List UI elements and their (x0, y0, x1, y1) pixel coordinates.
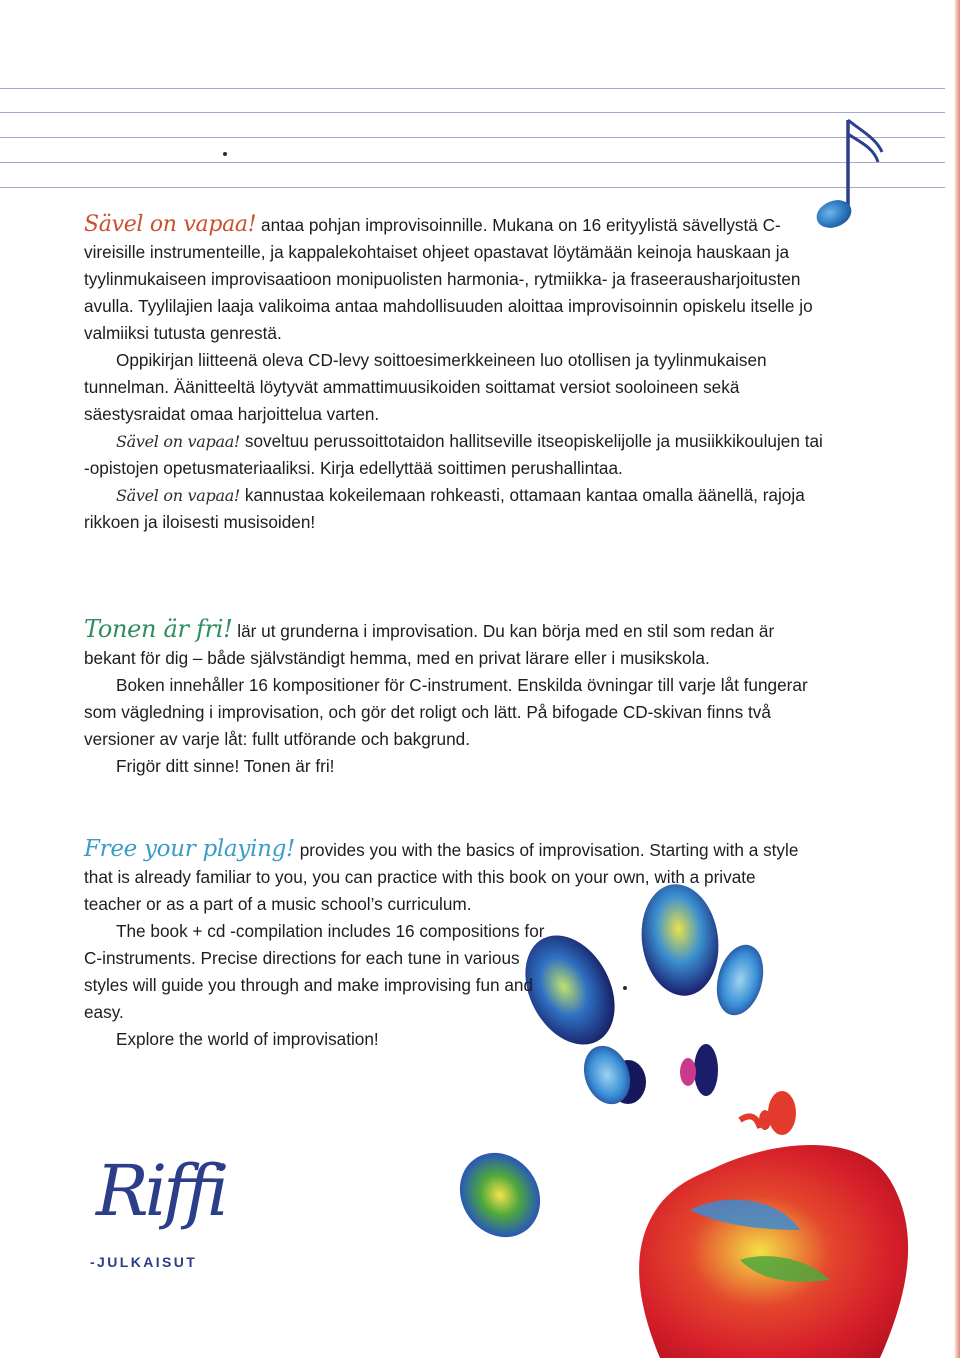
english-paragraph-3: Explore the world of improvisation! (116, 1029, 379, 1049)
staff-line (0, 162, 945, 163)
finnish-title: Sävel on vapaa! (84, 212, 257, 237)
finnish-paragraph-4-text: kannustaa kokeilemaan rohkeasti, ottamaan kantaa omalla äänellä, rajoja rikkoen ja iloisesti musisoiden! (84, 485, 805, 532)
finnish-paragraph-3 (84, 428, 824, 482)
swedish-paragraph-3: Frigör ditt sinne! Tonen är fri! (116, 756, 335, 776)
finnish-title-inline: Sävel on vapaa! (116, 486, 241, 505)
finnish-paragraph-1-text: antaa pohjan improvisoinnille. Mukana on 16 erityylistä sävellystä C-vireisille instrumenteille, ja kappalekohtaiset ohjeet opastavat löytämään keinoja hauskaan ja tyylinmukaiseen improvisaatioon monipuolisten harmonia-, rytmiikka- ja fraseerausharjoitusten avulla. Tyylilajien laaja valikoima antaa mahdollisuuden aloittaa improvisoinnin opiskelu itselle jo valmiiksi tutusta genrestä. (84, 215, 813, 343)
swedish-paragraph-1-text: lär ut grunderna i improvisation. Du kan börja med en stil som redan är bekant för dig – både självständigt hemma, med en privat lärare eller i musikskola. (84, 621, 775, 668)
swedish-title: Tonen är fri! (84, 615, 233, 643)
stray-dot (223, 152, 227, 156)
finnish-paragraph-4 (84, 482, 824, 536)
finnish-paragraph-2: Oppikirjan liitteenä oleva CD-levy soittoesimerkkeineen luo otollisen ja tyylinmukaisen tunnelman. Äänitteeltä löytyvät ammattimuusikoiden soittamat versiot sooloineen sekä säestysraidat omaa harjoittelua varten. (84, 350, 767, 424)
staff-line (0, 187, 945, 188)
logo-subtitle: -JULKAISUT (90, 1254, 198, 1270)
swedish-paragraph-2: Boken innehåller 16 kompositioner för C-instrument. Enskilda övningar till varje låt fungerar som vägledning i improvisation, och gör det roligt och lätt. På bifogade CD-skivan finns två versioner av varje låt: fullt utförande och bakgrund. (84, 675, 808, 749)
english-section (84, 836, 804, 1053)
staff-line (0, 137, 945, 138)
swedish-section (84, 616, 824, 780)
staff-line (0, 88, 945, 89)
english-title: Free your playing! (84, 836, 295, 862)
english-paragraph-1-text: provides you with the basics of improvisation. Starting with a style that is already familiar to you, you can practice with this book on your own, with a private teacher or as a part of a music school’s curriculum. (84, 840, 799, 914)
finnish-paragraph-1 (84, 211, 824, 347)
english-paragraph-2: The book + cd -compilation includes 16 compositions for C-instruments. Precise directions for each tune in various styles will guide you through and make improvising fun and easy. (84, 921, 545, 1022)
finnish-section (84, 211, 824, 536)
swedish-paragraph-1 (84, 616, 824, 672)
finnish-paragraph-3-text: soveltuu perussoittotaidon hallitseville itseopiskelijolle ja musiikkikoulujen tai -opistojen opetusmateriaaliksi. Kirja edellyttää soittimen perushallintaa. (84, 431, 823, 478)
staff-line (0, 112, 945, 113)
logo-wordmark: Riffi (96, 1150, 226, 1232)
publisher-logo (90, 1150, 240, 1280)
finnish-title-inline: Sävel on vapaa! (116, 432, 241, 451)
english-paragraph-1 (84, 836, 804, 918)
